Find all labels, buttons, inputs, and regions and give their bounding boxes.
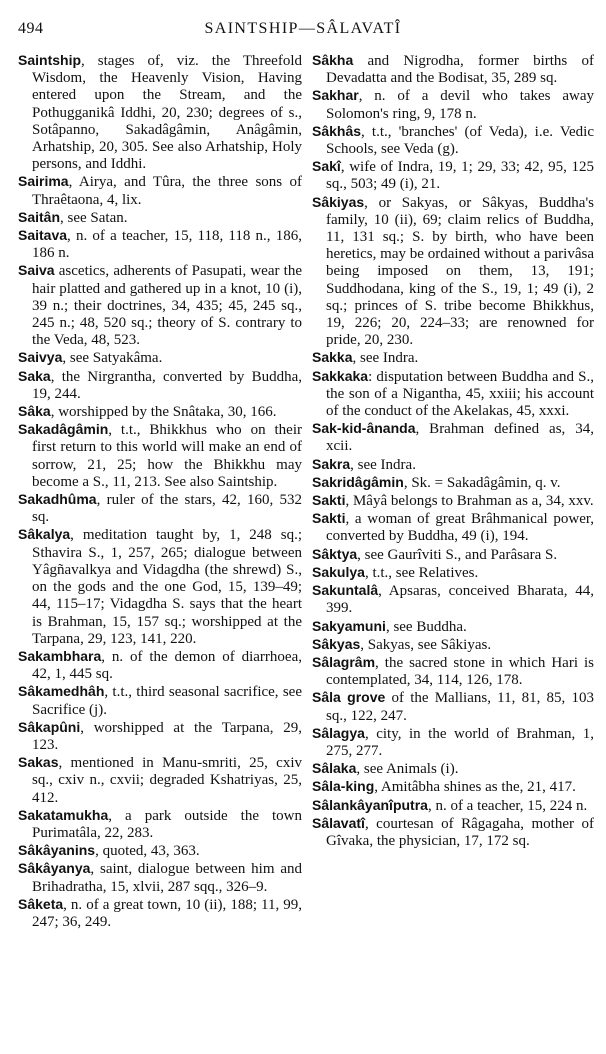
entry-text: , worshipped at the Tarpana, 29, 123. — [32, 719, 302, 753]
entry-headword: Sâlavatî — [312, 814, 365, 831]
entry-headword: Sakti — [312, 510, 346, 527]
index-entry — [18, 491, 302, 526]
entry-text: , Apsaras, conceived Bharata, 44, 399. — [326, 583, 594, 617]
index-entry — [18, 262, 302, 349]
entry-headword: Sakra — [312, 455, 351, 472]
entry-headword: Sakyamuni — [312, 617, 386, 634]
entry-text: , see Buddha. — [385, 618, 467, 635]
entry-text: , t.t., see Relatives. — [364, 564, 479, 581]
index-entry — [18, 403, 302, 421]
entry-headword: Sakatamukha — [18, 806, 109, 823]
index-entry — [18, 860, 302, 895]
index-entry — [18, 173, 302, 208]
entry-headword: Sakka — [312, 349, 353, 366]
entry-text: , n. of a great town, 10 (ii), 188; 11, 99, 247; 36, 249. — [32, 896, 302, 930]
entry-text: , Mâyâ belongs to Brahman as a, 34, xxv. — [345, 493, 594, 510]
left-column — [18, 52, 302, 1046]
page-number: 494 — [18, 20, 44, 37]
entry-headword: Sakambhara — [18, 647, 102, 664]
entry-headword: Sâkapûni — [18, 718, 81, 735]
index-entry — [312, 510, 594, 545]
entry-text: , n. of a teacher, 15, 118, 118 n., 186, 186 n. — [32, 228, 302, 262]
entry-text: , or Sakyas, or Sâkyas, Buddha's family, 10 (ii), 69; claim relics of Buddha, 11, 131 sq.; S. by birth, who have been heretics, may be ordained without a parivâsa being imposed on them, 13, 191; Suddhodana, king of the S., 19, 1; 49 (i), 2 sq.; princes of S. tribe become Bhikkhus, 19, 226; 20, 224–33; are renowned for pride, 20, 230. — [326, 194, 594, 349]
index-entry — [312, 636, 594, 654]
entry-headword: Sâla grove — [312, 689, 386, 706]
entry-text: , worshipped by the Snâtaka, 30, 166. — [50, 404, 277, 421]
entry-headword: Sâkha — [312, 52, 354, 68]
entry-headword: Saka — [18, 367, 51, 384]
entry-text: , city, in the world of Brahman, 1, 275, 277. — [326, 725, 594, 759]
entry-text: , ruler of the stars, 42, 160, 532 sq. — [32, 492, 302, 526]
index-entry — [312, 349, 594, 367]
entry-headword: Saitân — [18, 208, 61, 225]
entry-headword: Saivya — [18, 349, 63, 366]
entry-text: , see Satyakâma. — [62, 350, 163, 367]
index-entry — [312, 474, 594, 492]
entry-headword: Sâkamedhâh — [18, 683, 105, 700]
index-entry — [18, 896, 302, 931]
index-entry — [18, 526, 302, 647]
index-entry — [312, 492, 594, 510]
entry-headword: Sakadhûma — [18, 491, 97, 508]
index-entry — [18, 368, 302, 403]
entry-text: , saint, dialogue between him and Brihadratha, 15, xlvii, 287 sqq., 326–9. — [32, 861, 302, 895]
entry-headword: Sakî — [312, 158, 341, 175]
index-entry — [312, 420, 594, 455]
entry-headword: Sâlagrâm — [312, 653, 376, 670]
entry-headword: Sâkiyas — [312, 193, 365, 210]
entry-headword: Sâkyas — [312, 635, 361, 652]
entry-text: , see Indra. — [350, 456, 416, 473]
entry-headword: Sak-kid-ânanda — [312, 420, 416, 437]
index-entry — [18, 52, 302, 173]
entry-headword: Sâktya — [312, 545, 358, 562]
entry-text: , courtesan of Râgagaha, mother of Gîvaka, the physician, 17, 172 sq. — [326, 815, 594, 849]
index-entry — [18, 807, 302, 842]
index-entry — [18, 349, 302, 367]
entry-text: , the Nirgrantha, converted by Buddha, 19, 244. — [32, 368, 302, 402]
entry-text: , quoted, 43, 363. — [95, 843, 200, 860]
entry-text: : disputation between Buddha and S., the son of a Nigantha, 45, xxiii; his account of the conduct of the Akelakas, 45, xxxi. — [326, 368, 594, 420]
index-entry — [312, 689, 594, 724]
index-entry — [312, 618, 594, 636]
entry-text: , Brahman defined as, 34, xcii. — [326, 421, 594, 455]
index-entry — [312, 194, 594, 350]
running-title: SAINTSHIP—SÂLAVATÎ — [204, 20, 402, 37]
entry-text: ascetics, adherents of Pasupati, wear the hair platted and gathered up in a knot, 10 (i), 39 n.; their doctrines, 34, 435; 45, 245 sq., 245 n.; 48, 520 sq.; theory of S. contrary to the Veda, 48, 523. — [32, 263, 302, 349]
index-entry — [312, 797, 594, 815]
entry-headword: Sakulya — [312, 563, 365, 580]
entry-text: , see Satan. — [60, 209, 128, 226]
entry-headword: Sakadâgâmin — [18, 421, 109, 438]
entry-text: , Sk. = Sakadâgâmin, q. v. — [403, 474, 561, 491]
index-entry — [18, 842, 302, 860]
index-entry — [312, 778, 594, 796]
entry-text: , t.t., Bhikkhus who on their first return to this world will make an end of sorrow, 21, 25; how the Bhikkhu may become a S., 11, 213. See also Saintship. — [32, 422, 302, 490]
entry-headword: Sâlagya — [312, 724, 365, 741]
entry-text: , n. of a devil who takes away Solomon's ring, 9, 178 n. — [326, 88, 594, 122]
entry-text: , see Gaurîviti S., and Parâsara S. — [357, 546, 558, 563]
entry-headword: Saitava — [18, 227, 68, 244]
entry-headword: Sâla-king — [312, 778, 375, 795]
index-entry — [312, 564, 594, 582]
entry-text: , see Animals (i). — [356, 761, 459, 778]
index-entry — [18, 421, 302, 491]
entry-headword: Saintship — [18, 52, 82, 68]
index-entry — [312, 760, 594, 778]
index-entry — [18, 648, 302, 683]
index-entry — [18, 754, 302, 807]
entry-headword: Sâkhâs — [312, 122, 362, 139]
index-entry — [312, 52, 594, 87]
entry-headword: Sâkâyanins — [18, 842, 96, 859]
index-entry — [18, 683, 302, 718]
index-entry — [18, 719, 302, 754]
index-entry — [312, 582, 594, 617]
entry-text: of the Mallians, 11, 81, 85, 103 sq., 122, 247. — [326, 690, 594, 724]
entry-headword: Sâketa — [18, 895, 64, 912]
entry-headword: Sakas — [18, 754, 59, 771]
entry-headword: Sâkâyanya — [18, 860, 91, 877]
entry-headword: Sakuntalâ — [312, 582, 379, 599]
entry-headword: Sâkalya — [18, 526, 71, 543]
entry-text: , t.t., third seasonal sacrifice, see Sacrifice (j). — [32, 684, 302, 718]
index-entry — [312, 546, 594, 564]
entry-text: , mentioned in Manu-smriti, 25, cxiv sq., cxiv n., cxvii; degraded Kshatriyas, 25, 412. — [32, 755, 302, 806]
entry-headword: Saiva — [18, 262, 55, 279]
entry-text: , a woman of great Brâhmanical power, converted by Buddha, 49 (i), 194. — [326, 511, 594, 545]
entry-text: , wife of Indra, 19, 1; 29, 33; 42, 95, 125 sq., 503; 49 (i), 21. — [326, 159, 594, 193]
entry-text: , n. of the demon of diarrhoea, 42, 1, 445 sq. — [32, 648, 302, 683]
entry-text: , n. of a teacher, 15, 224 n. — [427, 797, 588, 814]
index-entry — [18, 209, 302, 227]
entry-text: , the sacred stone in which Hari is contemplated, 34, 114, 126, 178. — [326, 654, 594, 689]
index-entry — [312, 725, 594, 760]
index-entry — [312, 123, 594, 158]
entry-headword: Sakti — [312, 492, 346, 509]
entry-text: , meditation taught by, 1, 248 sq.; Sthavira S., 1, 257, 265; dialogue between Yâgñavalkya and Vidagdha (the shrewd) S., on the gods and the one God, 15, 139–49; 44, 115–17; Vidagdha S. says that the heart is Brahman, 15, 157 sq.; worshipped at the Tarpana, 29, 123, 141, 220. — [32, 527, 302, 647]
index-entry — [312, 815, 594, 850]
entry-text: , Amitâbha shines as the, 21, 417. — [374, 779, 576, 796]
index-entry — [312, 158, 594, 193]
entry-text: , Sakyas, see Sâkiyas. — [360, 636, 492, 653]
index-entry — [312, 87, 594, 122]
index-entry — [312, 456, 594, 474]
entry-headword: Sakkaka — [312, 367, 369, 384]
index-entry — [18, 227, 302, 262]
entry-text: and Nigrodha, former births of Devadatta and the Bodisat, 35, 289 sq. — [326, 53, 594, 87]
entry-text: , see Indra. — [352, 350, 419, 367]
entry-headword: Sakridâgâmin — [312, 473, 404, 490]
entry-text: , stages of, viz. the Threefold Wisdom, the Heavenly Vision, Having entered upon the Stream, and the Pothugganikâ Iddhi, 20, 230; degrees of s., Sotâpanno, Sakadâgâmin, Anâgâmin, Arhatship, 20, 305. See also Arhatship, Holy persons, and Iddhi. — [32, 53, 302, 173]
right-column — [312, 52, 594, 1046]
entry-headword: Sâlankâyanîputra — [312, 796, 428, 813]
entry-headword: Sakhar — [312, 87, 359, 104]
index-entry — [312, 654, 594, 689]
entry-text: , t.t., 'branches' (of Veda), i.e. Vedic Schools, see Veda (g). — [326, 123, 594, 158]
entry-headword: Sairima — [18, 173, 69, 190]
entry-headword: Sâlaka — [312, 760, 357, 777]
page-header — [0, 0, 606, 46]
index-entry — [312, 368, 594, 421]
entry-headword: Sâka — [18, 403, 51, 420]
entry-text: , a park outside the town Purimatâla, 22, 283. — [32, 807, 302, 841]
entry-text: , Airya, and Tûra, the three sons of Thraêtaona, 4, lix. — [32, 174, 302, 208]
